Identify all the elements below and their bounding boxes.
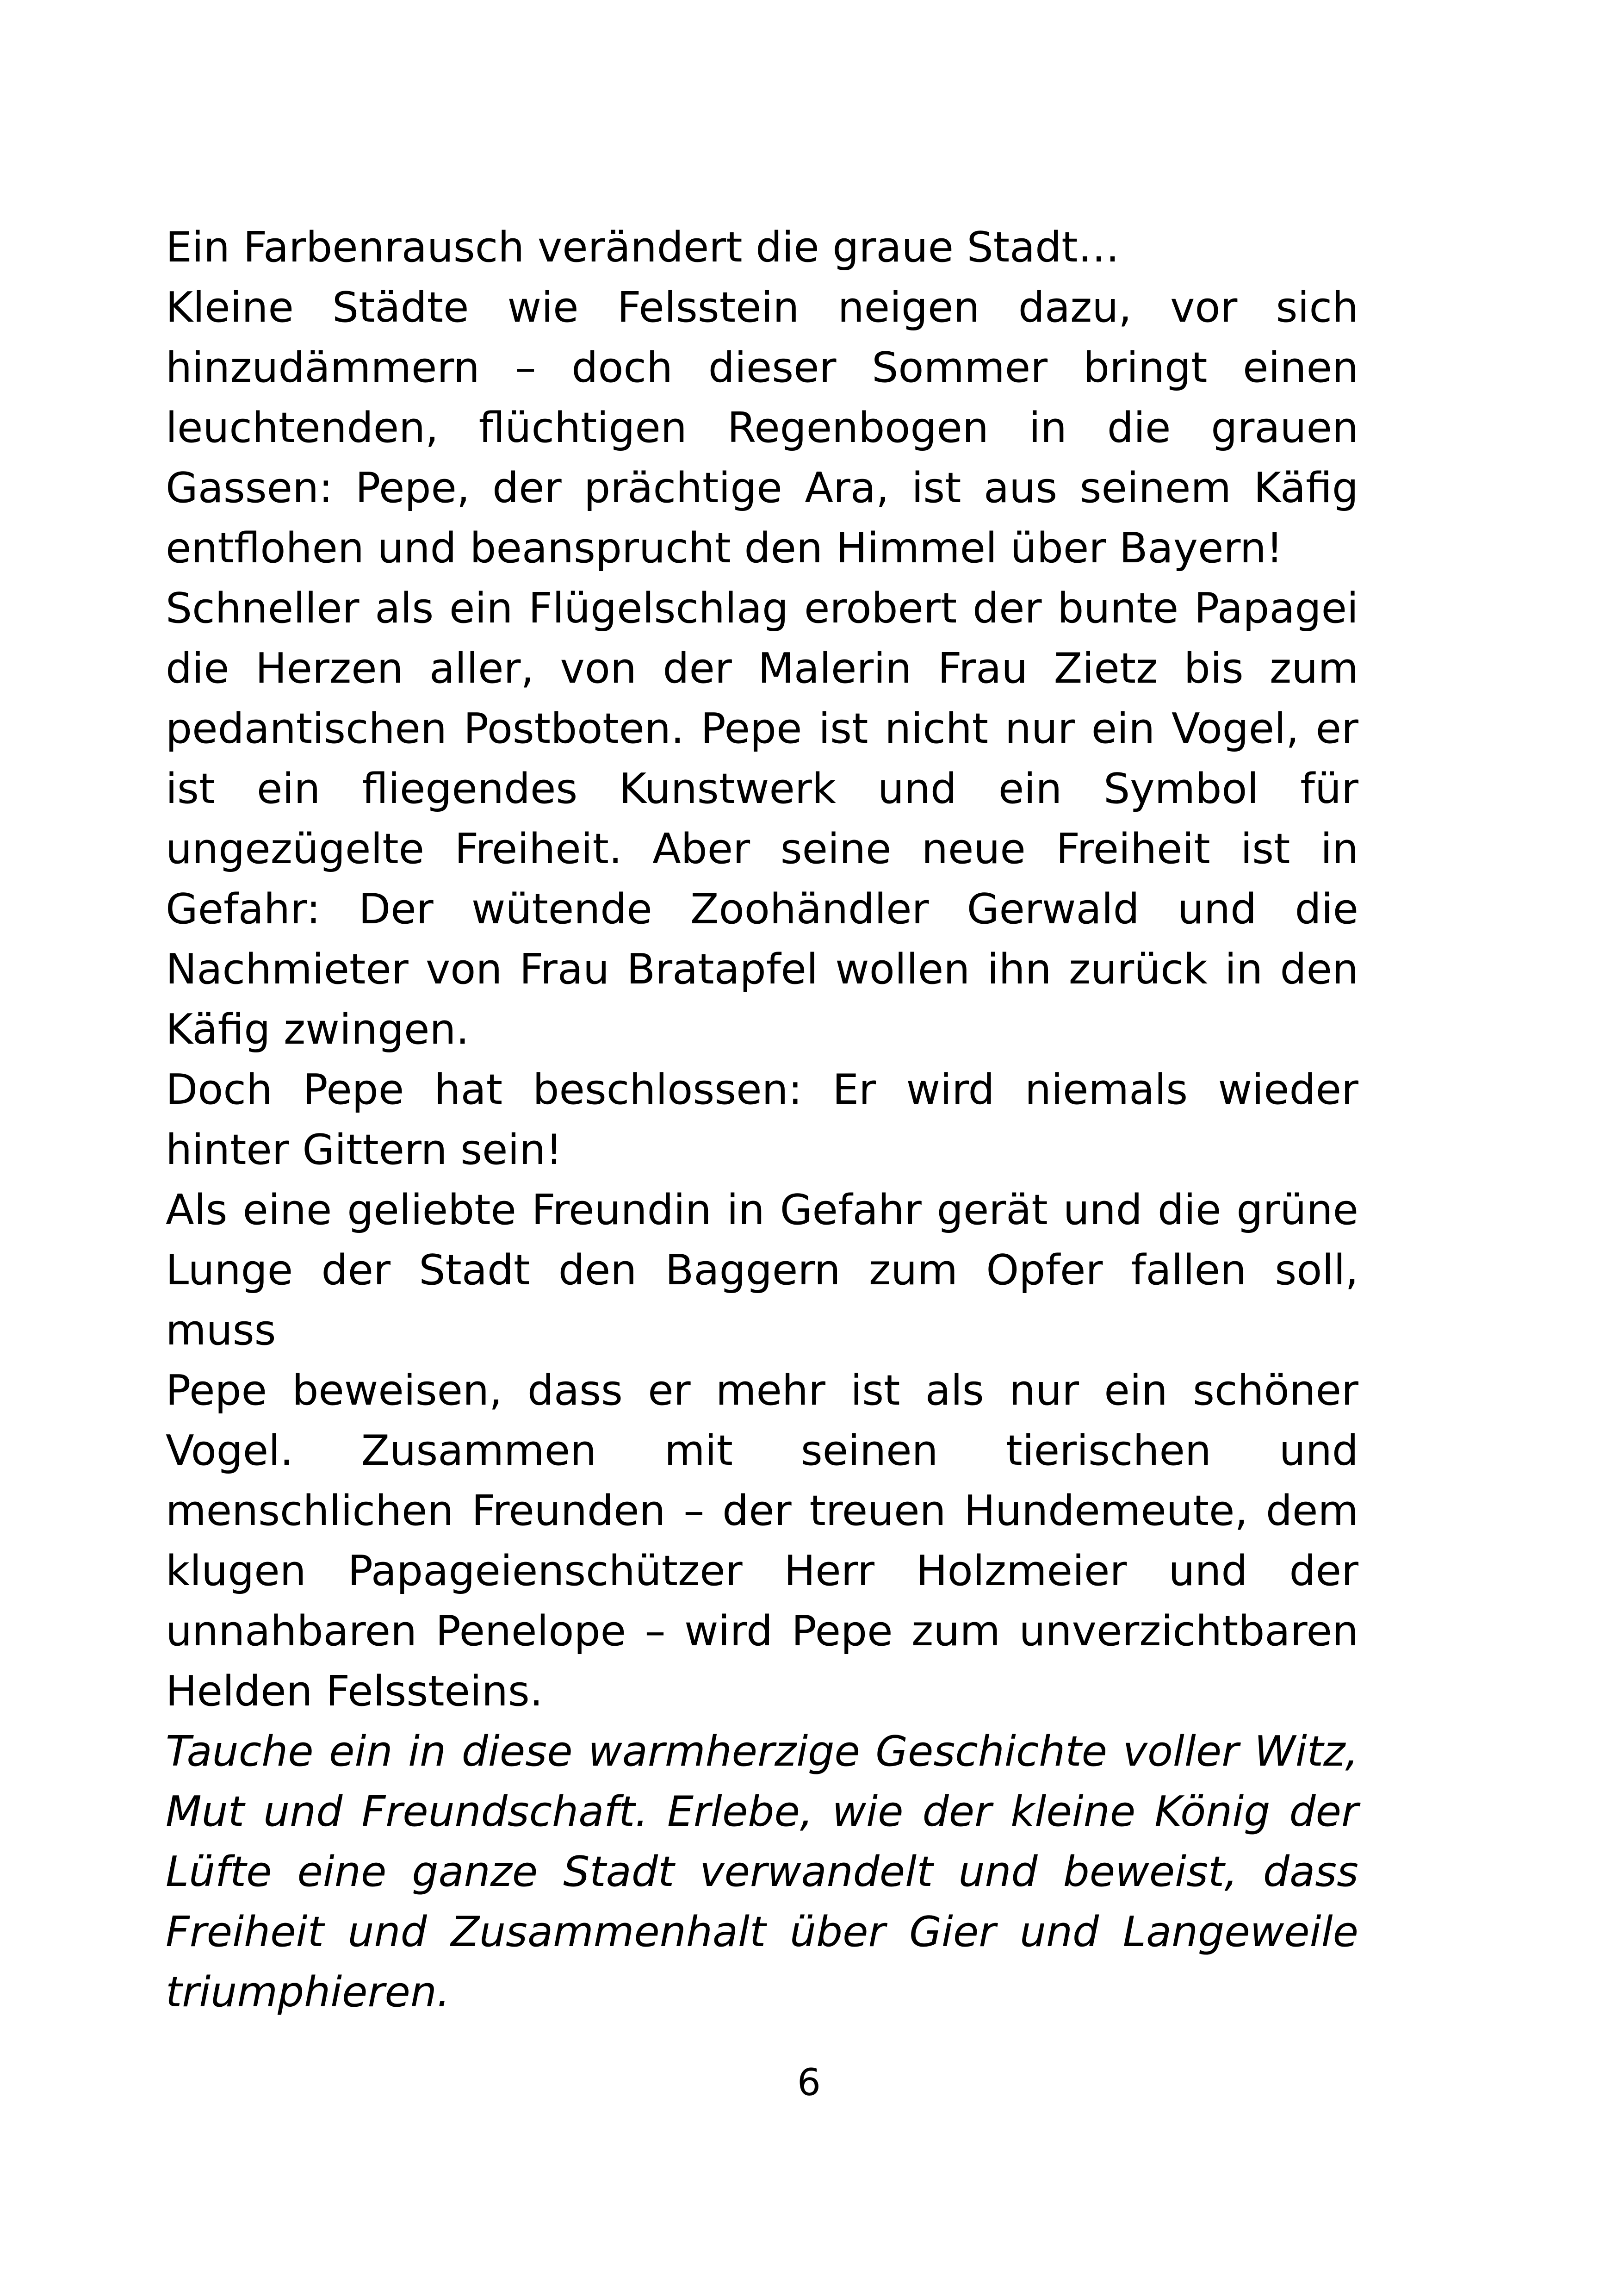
page-body: [166, 218, 1358, 2022]
text-line: Lunge der Stadt den Baggern zum Opfer fallen soll, muss: [166, 1246, 1358, 1355]
text-line: pedantischen Postboten. Pepe ist nicht nur ein Vogel, er: [166, 704, 1358, 753]
text-line: triumphieren.: [166, 1968, 450, 2016]
text-line: Als eine geliebte Freundin in Gefahr gerät und die grüne: [166, 1186, 1358, 1234]
text-line: entflohen und beansprucht den Himmel über Bayern!: [166, 524, 1283, 572]
text-line: Schneller als ein Flügelschlag erobert der bunte Papagei: [166, 584, 1358, 633]
text-line: Nachmieter von Frau Bratapfel wollen ihn zurück in den: [166, 945, 1358, 994]
text-line: Vogel. Zusammen mit seinen tierischen und: [166, 1426, 1358, 1475]
text-line: ist ein fliegendes Kunstwerk und ein Symbol für: [166, 765, 1358, 813]
text-line: Käfig zwingen.: [166, 1005, 470, 1054]
text-line: unnahbaren Penelope – wird Pepe zum unverzichtbaren: [166, 1607, 1358, 1655]
text-line: ungezügelte Freiheit. Aber seine neue Freiheit ist in: [166, 825, 1358, 873]
text-line: Freiheit und Zusammenhalt über Gier und Langeweile: [166, 1908, 1358, 1956]
text-line: menschlichen Freunden – der treuen Hundemeute, dem: [166, 1487, 1358, 1535]
text-line: klugen Papageienschützer Herr Holzmeier und der: [166, 1547, 1358, 1595]
text-line: Gassen: Pepe, der prächtige Ara, ist aus seinem Käfig: [166, 464, 1358, 512]
text-line: leuchtenden, flüchtigen Regenbogen in die grauen: [166, 404, 1358, 452]
text-line: Ein Farbenrausch verändert die graue Stadt…: [166, 223, 1120, 272]
text-line: Lüfte eine ganze Stadt verwandelt und beweist, dass: [166, 1848, 1358, 1896]
text-line: Tauche ein in diese warmherzige Geschichte voller Witz,: [166, 1727, 1358, 1776]
text-line: Pepe beweisen, dass er mehr ist als nur ein schöner: [166, 1366, 1358, 1415]
text-line: Helden Felssteins.: [166, 1667, 543, 1716]
text-line: Gefahr: Der wütende Zoohändler Gerwald und die: [166, 885, 1358, 933]
page-number: 6: [797, 2061, 821, 2104]
text-line: hinter Gittern sein!: [166, 1126, 563, 1174]
text-line: Kleine Städte wie Felsstein neigen dazu, vor sich: [166, 283, 1358, 332]
text-line: die Herzen aller, von der Malerin Frau Zietz bis zum: [166, 644, 1358, 693]
text-line: hinzudämmern – doch dieser Sommer bringt einen: [166, 343, 1358, 392]
text-line: Doch Pepe hat beschlossen: Er wird niemals wieder: [166, 1065, 1358, 1114]
text-line: Mut und Freundschaft. Erlebe, wie der kleine König der: [166, 1787, 1358, 1836]
